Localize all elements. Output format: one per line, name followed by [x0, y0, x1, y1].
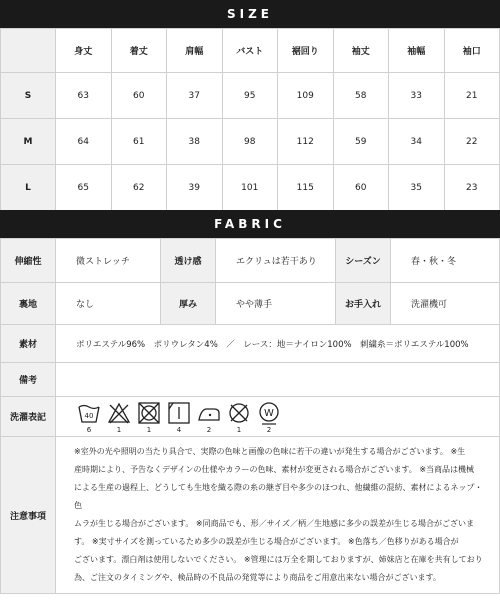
iron-low-icon [197, 401, 221, 425]
care-code: 1 [116, 426, 122, 434]
care-code: 2 [266, 426, 272, 434]
size-cell: 60 [333, 165, 389, 211]
size-cell: 33 [389, 73, 445, 119]
care-label: お手入れ [336, 283, 391, 325]
wash-temp-text: 40 [84, 412, 94, 420]
table-row [1, 239, 500, 283]
size-cell: 95 [222, 73, 278, 119]
remarks-value [56, 363, 500, 397]
size-cell: 112 [278, 119, 334, 165]
size-cell: 63 [56, 73, 112, 119]
no-tumble-dry-icon [137, 401, 161, 425]
notes-line: 産時期により、予告なくデザインの仕様やカラーの色味、素材が変更される場合がございます。 ※当商品は機械 [74, 465, 475, 474]
size-cell: 62 [111, 165, 167, 211]
size-cell: 21 [444, 73, 500, 119]
size-cell: 58 [333, 73, 389, 119]
table-row [1, 325, 500, 363]
table-row [1, 283, 500, 325]
size-cell: 115 [278, 165, 334, 211]
thickness-value: やや薄手 [216, 283, 336, 325]
size-label: S [1, 73, 56, 119]
size-cell: 60 [111, 73, 167, 119]
no-dry-clean-icon [227, 401, 251, 425]
notes-line: 為、ご注文のタイミングや、検品時の不良品の発覚等により商品をご用意出来ない場合がございます。 [74, 573, 441, 582]
care-code: 4 [176, 426, 182, 434]
care-symbol [196, 401, 222, 434]
size-label: L [1, 165, 56, 211]
remarks-label: 備考 [1, 363, 56, 397]
sheer-value: エクリュは若干あり [216, 239, 336, 283]
size-cell: 61 [111, 119, 167, 165]
notes-label: 注意事項 [1, 437, 56, 594]
care-code: 6 [86, 426, 92, 434]
lining-value: なし [56, 283, 161, 325]
lining-label: 裏地 [1, 283, 56, 325]
care-symbol [256, 401, 282, 434]
care-symbol [76, 401, 102, 434]
care-symbol [106, 401, 132, 434]
care-symbol [226, 401, 252, 434]
size-cell: 39 [167, 165, 223, 211]
wet-clean-icon [257, 401, 281, 425]
header-cell: バスト [222, 29, 278, 73]
notes-line: ございます。漂白剤は使用しないでください。 ※管理には万全を期しておりますが、姉妹店と在庫を共有しており [74, 555, 483, 564]
size-cell: 59 [333, 119, 389, 165]
season-value: 春・秋・冬 [391, 239, 500, 283]
notes-line: ムラが生じる場合がございます。 ※同商品でも、形／サイズ／柄／生地感に多少の誤差が生じる場合がございま [74, 519, 474, 528]
fabric-header: FABRIC [0, 210, 500, 238]
size-header: SIZE [0, 0, 500, 28]
header-cell: 裾回り [278, 29, 334, 73]
table-row [1, 119, 500, 165]
size-cell: 23 [444, 165, 500, 211]
material-label: 素材 [1, 325, 56, 363]
size-cell: 65 [56, 165, 112, 211]
header-cell: 袖幅 [389, 29, 445, 73]
size-cell: 98 [222, 119, 278, 165]
care-value: 洗濯機可 [391, 283, 500, 325]
season-label: シーズン [336, 239, 391, 283]
sheer-label: 透け感 [161, 239, 216, 283]
notes-text [56, 437, 500, 594]
size-table-header [1, 29, 500, 73]
thickness-label: 厚み [161, 283, 216, 325]
size-label: M [1, 119, 56, 165]
wash-tub-40-icon [77, 401, 101, 425]
material-value: ポリエステル96% ポリウレタン4% ／ レース：地＝ナイロン100% 刺繍糸＝ポリエステル100% [56, 325, 500, 363]
notes-line: による生産の過程上、どうしても生地を織る際の糸の継ぎ目や多少のほつれ、他繊維の混紡、素材によるネップ・色 [74, 483, 483, 510]
stretch-value: 微ストレッチ [56, 239, 161, 283]
notes-line: す。 ※実寸サイズを測っているため多少の誤差が生じる場合がございます。 ※色落ち／色移りがある場合が [74, 537, 459, 546]
table-row [1, 397, 500, 437]
line-dry-icon [167, 401, 191, 425]
wet-clean-text: W [264, 408, 274, 419]
header-cell: 着丈 [111, 29, 167, 73]
size-cell: 22 [444, 119, 500, 165]
size-cell: 35 [389, 165, 445, 211]
size-cell: 101 [222, 165, 278, 211]
size-cell: 34 [389, 119, 445, 165]
header-cell: 袖口 [444, 29, 500, 73]
washing-label: 洗濯表記 [1, 397, 56, 437]
size-cell: 109 [278, 73, 334, 119]
care-symbols-row [76, 399, 499, 434]
notes-line: ※室外の光や照明の当たり具合で、実際の色味と画像の色味に若干の違いが発生する場合がございます。 ※生 [74, 447, 466, 456]
fabric-table [0, 238, 500, 594]
care-code: 2 [206, 426, 212, 434]
header-cell [1, 29, 56, 73]
header-cell: 肩幅 [167, 29, 223, 73]
care-symbol [166, 401, 192, 434]
size-cell: 38 [167, 119, 223, 165]
care-code: 1 [236, 426, 242, 434]
table-row [1, 165, 500, 211]
care-code: 1 [146, 426, 152, 434]
table-row [1, 437, 500, 594]
care-symbol [136, 401, 162, 434]
header-cell: 身丈 [56, 29, 112, 73]
size-table [0, 28, 500, 211]
table-row [1, 363, 500, 397]
size-cell: 64 [56, 119, 112, 165]
size-cell: 37 [167, 73, 223, 119]
no-bleach-icon [107, 401, 131, 425]
stretch-label: 伸縮性 [1, 239, 56, 283]
table-row [1, 73, 500, 119]
washing-symbols [56, 397, 500, 437]
header-cell: 袖丈 [333, 29, 389, 73]
